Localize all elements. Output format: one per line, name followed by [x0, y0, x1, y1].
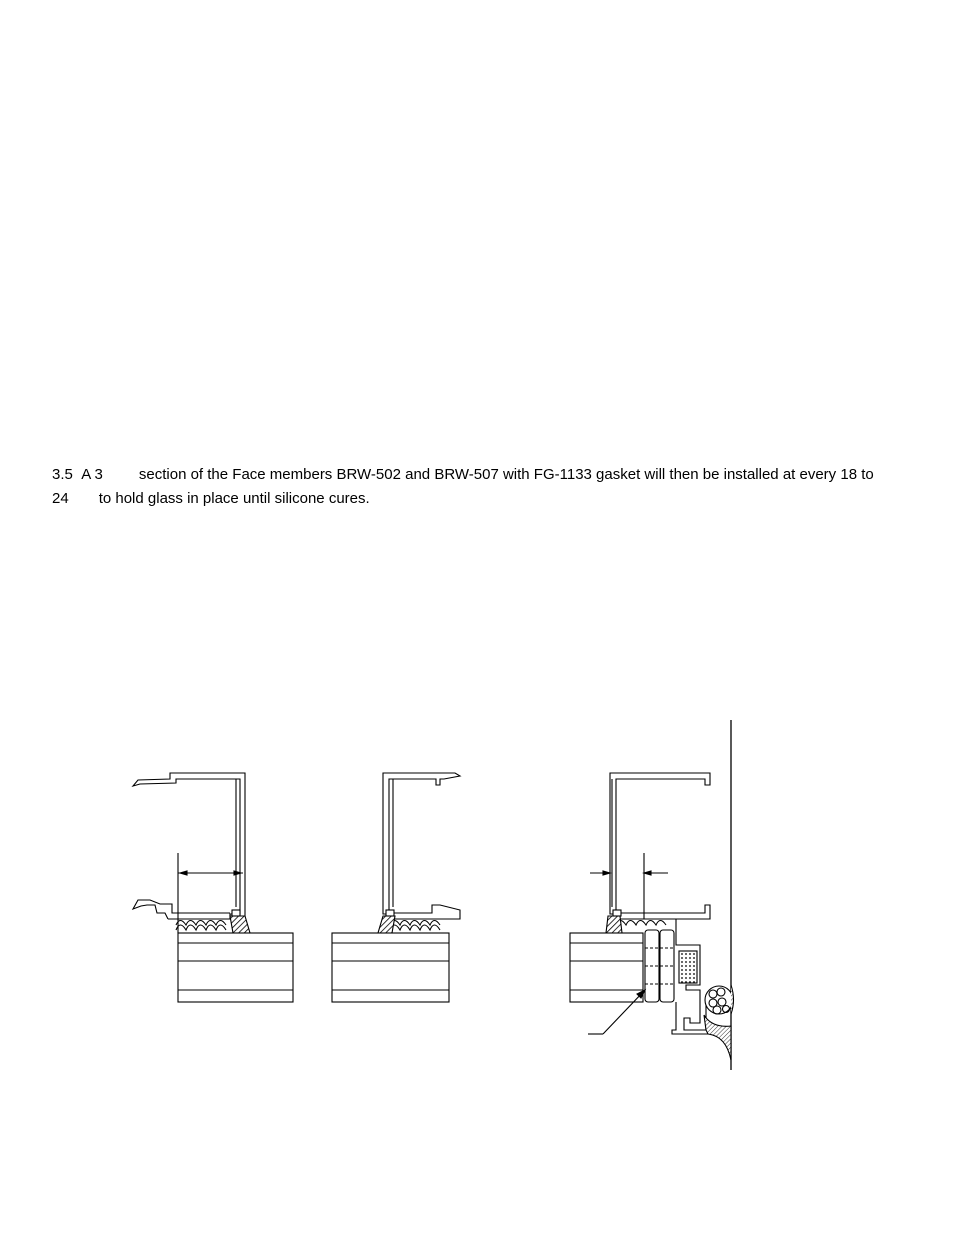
right-face-member-assembly	[570, 720, 734, 1070]
step-text-rest: section of the Face members BRW-502 and BRW-507 with FG-1133 gasket will then be installed at every 18 to	[138, 466, 874, 483]
step-number: 3.5	[52, 466, 73, 483]
left-face-member	[133, 773, 293, 1002]
step-text-end: to hold glass in place until silicone cures.	[98, 490, 370, 507]
middle-face-member	[332, 773, 460, 1002]
step-text-continued: 24	[52, 490, 69, 507]
step-text-start: A 3	[81, 466, 103, 483]
